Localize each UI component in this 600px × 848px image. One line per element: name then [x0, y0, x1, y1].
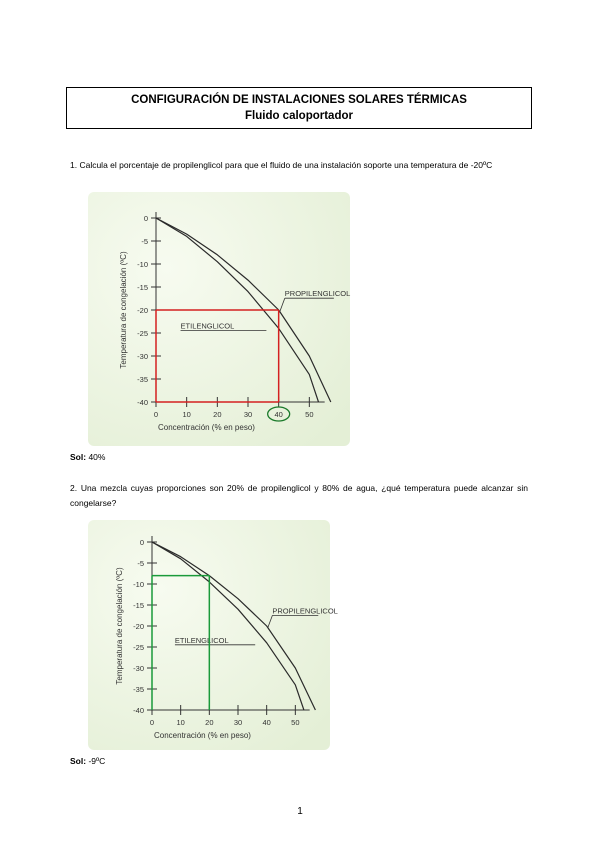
y-tick-label: -25: [137, 329, 148, 338]
series-label-propilenglicol: PROPILENGLICOL: [272, 606, 338, 616]
y-tick-label: -20: [137, 306, 148, 315]
y-tick-label: -40: [137, 398, 148, 407]
y-axis-label: Temperatura de congelación (ºC): [119, 251, 128, 369]
x-tick-label: 40: [262, 718, 271, 727]
series-label-etilenglicol: ETILENGLICOL: [174, 635, 229, 645]
x-tick-label: 30: [243, 410, 253, 419]
y-tick-label: -20: [133, 622, 144, 631]
x-tick-label: 10: [176, 718, 185, 727]
y-tick-label: -15: [137, 283, 148, 292]
y-tick-label: -40: [133, 706, 144, 715]
x-tick-label: 50: [305, 410, 314, 419]
x-tick-label: 20: [205, 718, 214, 727]
y-tick-label: -30: [137, 352, 148, 361]
x-tick-label: 30: [233, 718, 243, 727]
solution-2-value: -9ºC: [88, 756, 106, 766]
y-tick-label: -35: [133, 685, 144, 694]
y-tick-label: -25: [133, 643, 144, 652]
y-tick-label: 0: [139, 538, 144, 547]
title-box: [66, 87, 532, 129]
chart-svg: [88, 520, 338, 750]
x-axis-label: Concentración (% en peso): [158, 423, 255, 432]
series-label-etilenglicol: ETILENGLICOL: [180, 321, 235, 331]
solution-1: [70, 452, 105, 462]
y-tick-label: 0: [143, 214, 148, 223]
solution-1-value: 40%: [88, 452, 106, 462]
x-tick-label: 0: [153, 410, 159, 419]
page-number: 1: [297, 806, 303, 817]
y-tick-label: -5: [137, 559, 144, 568]
y-tick-label: -5: [141, 237, 148, 246]
x-tick-label: 0: [149, 718, 155, 727]
x-tick-label: 40: [274, 410, 283, 419]
freezing-chart-1: [88, 192, 350, 446]
solution-2: [70, 756, 105, 766]
y-tick-label: -10: [133, 580, 144, 589]
x-tick-label: 10: [182, 410, 191, 419]
y-axis-label: Temperatura de congelación (ºC): [115, 567, 124, 685]
page-title: CONFIGURACIÓN DE INSTALACIONES SOLARES TÉRMICAS: [131, 94, 467, 106]
question-1-text: 1. Calcula el porcentaje de propilenglicol para que el fluido de una instalación soporte una temperatura de -20ºC: [70, 160, 493, 170]
y-tick-label: -15: [133, 601, 144, 610]
x-tick-label: 50: [291, 718, 300, 727]
y-tick-label: -30: [133, 664, 144, 673]
freezing-chart-2: [88, 520, 338, 750]
page-subtitle: Fluido caloportador: [245, 110, 353, 122]
x-tick-label: 20: [213, 410, 222, 419]
chart-svg: [88, 192, 350, 446]
solution-2-label: Sol:: [70, 756, 87, 766]
x-axis-label: Concentración (% en peso): [154, 731, 251, 740]
y-tick-label: -35: [137, 375, 148, 384]
question-2-text: 2. Una mezcla cuyas proporciones son 20% de propilenglicol y 80% de agua, ¿qué temperatura puede alcanzar sin congelarse?: [70, 483, 528, 508]
solution-1-label: Sol:: [70, 452, 87, 462]
series-label-propilenglicol: PROPILENGLICOL: [284, 289, 351, 299]
y-tick-label: -10: [137, 260, 148, 269]
